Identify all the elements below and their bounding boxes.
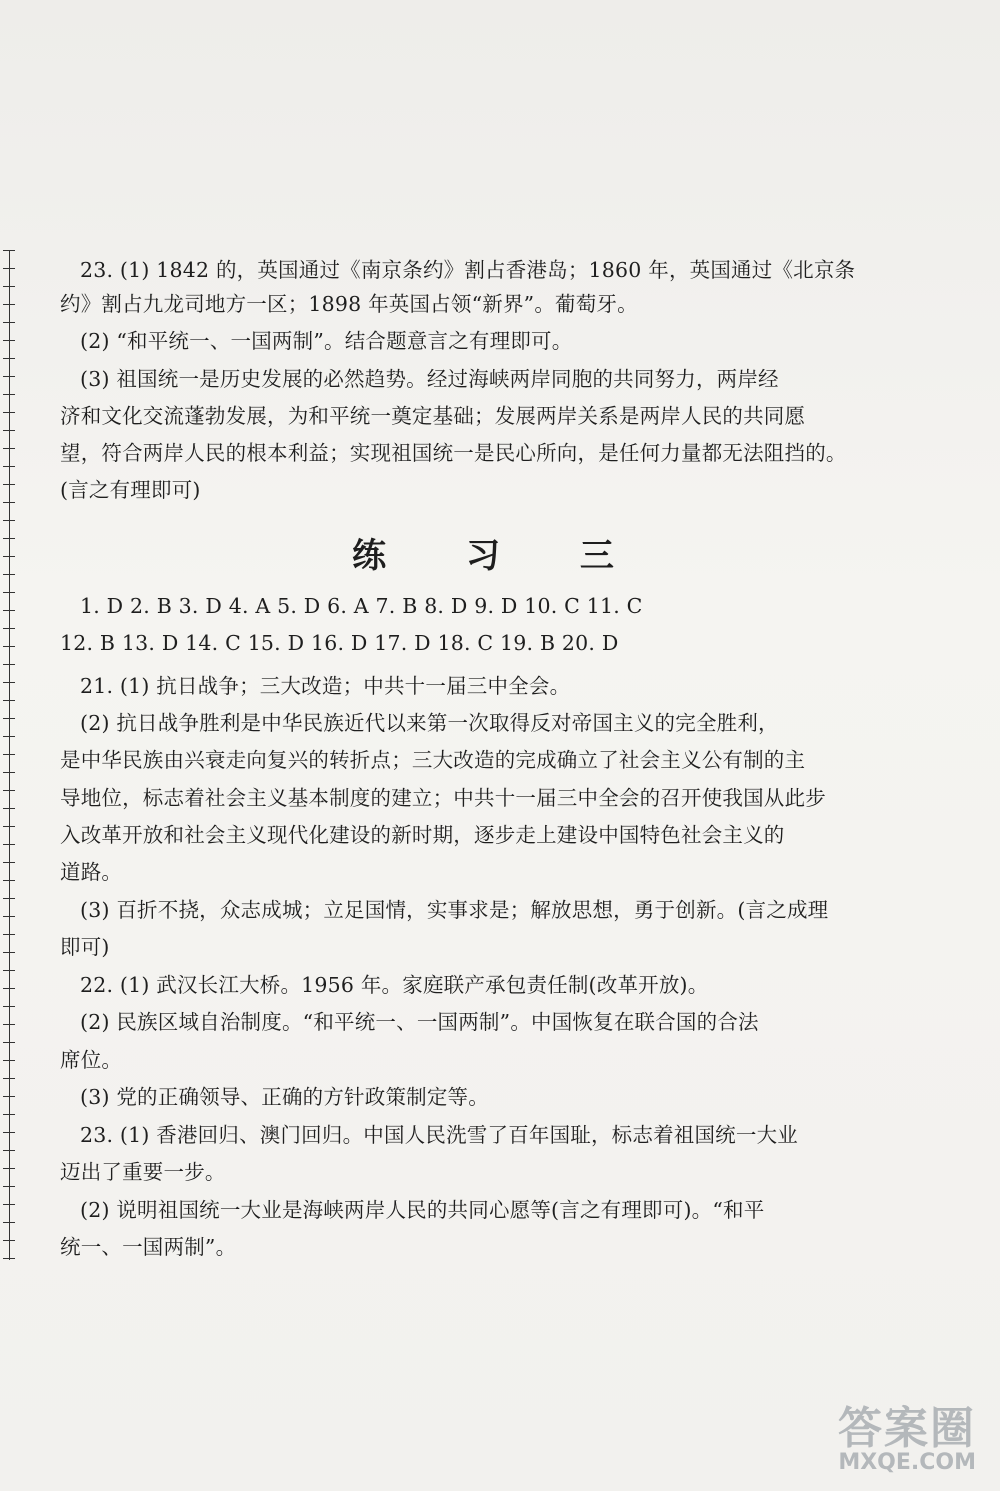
binding-tick xyxy=(3,682,15,683)
binding-tick xyxy=(3,430,15,431)
answer-line: 入改革开放和社会主义现代化建设的新时期，逐步走上建设中国特色社会主义的 xyxy=(60,823,785,847)
binding-tick xyxy=(3,520,15,521)
answer-line: (言之有理即可) xyxy=(60,478,201,502)
binding-tick xyxy=(3,880,15,881)
watermark-url: MXQE.COM xyxy=(838,1450,976,1475)
binding-tick xyxy=(3,790,15,791)
binding-tick xyxy=(3,772,15,773)
answer-line: 道路。 xyxy=(60,860,123,884)
answer-line: (2) “和平统一、一国两制”。结合题意言之有理即可。 xyxy=(80,329,573,353)
answer-line: (3) 党的正确领导、正确的方针政策制定等。 xyxy=(80,1085,489,1109)
answer-line: 导地位，标志着社会主义基本制度的建立；中共十一届三中全会的召开使我国从此步 xyxy=(60,786,826,810)
binding-tick xyxy=(3,322,15,323)
binding-tick xyxy=(3,1042,15,1043)
binding-tick xyxy=(3,484,15,485)
answer-line: (2) 抗日战争胜利是中华民族近代以来第一次取得反对帝国主义的完全胜利， xyxy=(80,711,779,735)
binding-tick xyxy=(3,988,15,989)
answer-line: 23. (1) 香港回归、澳门回归。中国人民洗雪了百年国耻，标志着祖国统一大业 xyxy=(80,1123,798,1147)
binding-tick xyxy=(3,610,15,611)
answer-line: 1. D 2. B 3. D 4. A 5. D 6. A 7. B 8. D 9. D 10. C 11. C xyxy=(80,594,643,618)
answer-line: 席位。 xyxy=(60,1048,123,1072)
binding-tick xyxy=(3,664,15,665)
answer-line: 12. B 13. D 14. C 15. D 16. D 17. D 18. C 19. B 20. D xyxy=(60,631,619,655)
binding-tick xyxy=(3,1114,15,1115)
binding-tick xyxy=(3,358,15,359)
binding-tick xyxy=(3,502,15,503)
binding-tick xyxy=(3,1204,15,1205)
answer-line: 22. (1) 武汉长江大桥。1956 年。家庭联产承包责任制(改革开放)。 xyxy=(80,973,709,997)
answer-line: 即可) xyxy=(60,935,110,959)
answer-line: 望，符合两岸人民的根本利益；实现祖国统一是民心所向，是任何力量都无法阻挡的。 xyxy=(60,441,847,465)
binding-tick xyxy=(3,1186,15,1187)
binding-tick xyxy=(3,1168,15,1169)
binding-tick xyxy=(3,736,15,737)
binding-tick xyxy=(3,448,15,449)
binding-tick xyxy=(3,1258,15,1259)
binding-tick xyxy=(3,340,15,341)
binding-tick xyxy=(3,304,15,305)
answer-line: (3) 百折不挠，众志成城；立足国情，实事求是；解放思想，勇于创新。(言之成理 xyxy=(80,898,829,922)
binding-tick xyxy=(3,250,15,251)
binding-tick xyxy=(3,862,15,863)
binding-tick xyxy=(3,286,15,287)
answer-line: 济和文化交流蓬勃发展，为和平统一奠定基础；发展两岸关系是两岸人民的共同愿 xyxy=(60,404,806,428)
answer-line: 统一、一国两制”。 xyxy=(60,1235,237,1259)
binding-tick xyxy=(3,898,15,899)
binding-tick xyxy=(3,1060,15,1061)
binding-tick xyxy=(3,700,15,701)
binding-tick xyxy=(3,646,15,647)
binding-tick xyxy=(3,466,15,467)
binding-tick xyxy=(3,844,15,845)
answer-line: 是中华民族由兴衰走向复兴的转折点；三大改造的完成确立了社会主义公有制的主 xyxy=(60,748,806,772)
binding-margin xyxy=(0,250,20,1260)
binding-tick xyxy=(3,718,15,719)
answer-line: 迈出了重要一步。 xyxy=(60,1160,226,1184)
binding-tick xyxy=(3,1096,15,1097)
binding-tick xyxy=(3,934,15,935)
binding-tick xyxy=(3,826,15,827)
binding-tick xyxy=(3,970,15,971)
binding-tick xyxy=(3,1006,15,1007)
watermark xyxy=(776,1392,976,1482)
binding-tick xyxy=(3,268,15,269)
binding-tick xyxy=(3,916,15,917)
binding-tick xyxy=(3,628,15,629)
binding-tick xyxy=(3,808,15,809)
binding-tick xyxy=(3,376,15,377)
answer-line: 23. (1) 1842 的，英国通过《南京条约》割占香港岛；1860 年，英国通过《北京条 xyxy=(80,258,856,282)
binding-tick xyxy=(3,1024,15,1025)
binding-rail xyxy=(9,250,10,1260)
binding-tick xyxy=(3,1150,15,1151)
binding-tick xyxy=(3,1222,15,1223)
binding-tick xyxy=(3,394,15,395)
binding-tick xyxy=(3,952,15,953)
binding-tick xyxy=(3,1132,15,1133)
answer-line: 约》割占九龙司地方一区；1898 年英国占领“新界”。葡萄牙。 xyxy=(60,292,638,316)
watermark-logo: 答案圈 xyxy=(838,1403,976,1454)
binding-tick xyxy=(3,412,15,413)
section-title: 练 习 三 xyxy=(352,536,648,576)
binding-tick xyxy=(3,1078,15,1079)
answer-line: (3) 祖国统一是历史发展的必然趋势。经过海峡两岸同胞的共同努力，两岸经 xyxy=(80,367,779,391)
answer-line: (2) 说明祖国统一大业是海峡两岸人民的共同心愿等(言之有理即可)。“和平 xyxy=(80,1198,765,1222)
binding-tick xyxy=(3,592,15,593)
answer-line: 21. (1) 抗日战争；三大改造；中共十一届三中全会。 xyxy=(80,674,571,698)
answer-line: (2) 民族区域自治制度。“和平统一、一国两制”。中国恢复在联合国的合法 xyxy=(80,1010,759,1034)
binding-tick xyxy=(3,1240,15,1241)
binding-tick xyxy=(3,754,15,755)
